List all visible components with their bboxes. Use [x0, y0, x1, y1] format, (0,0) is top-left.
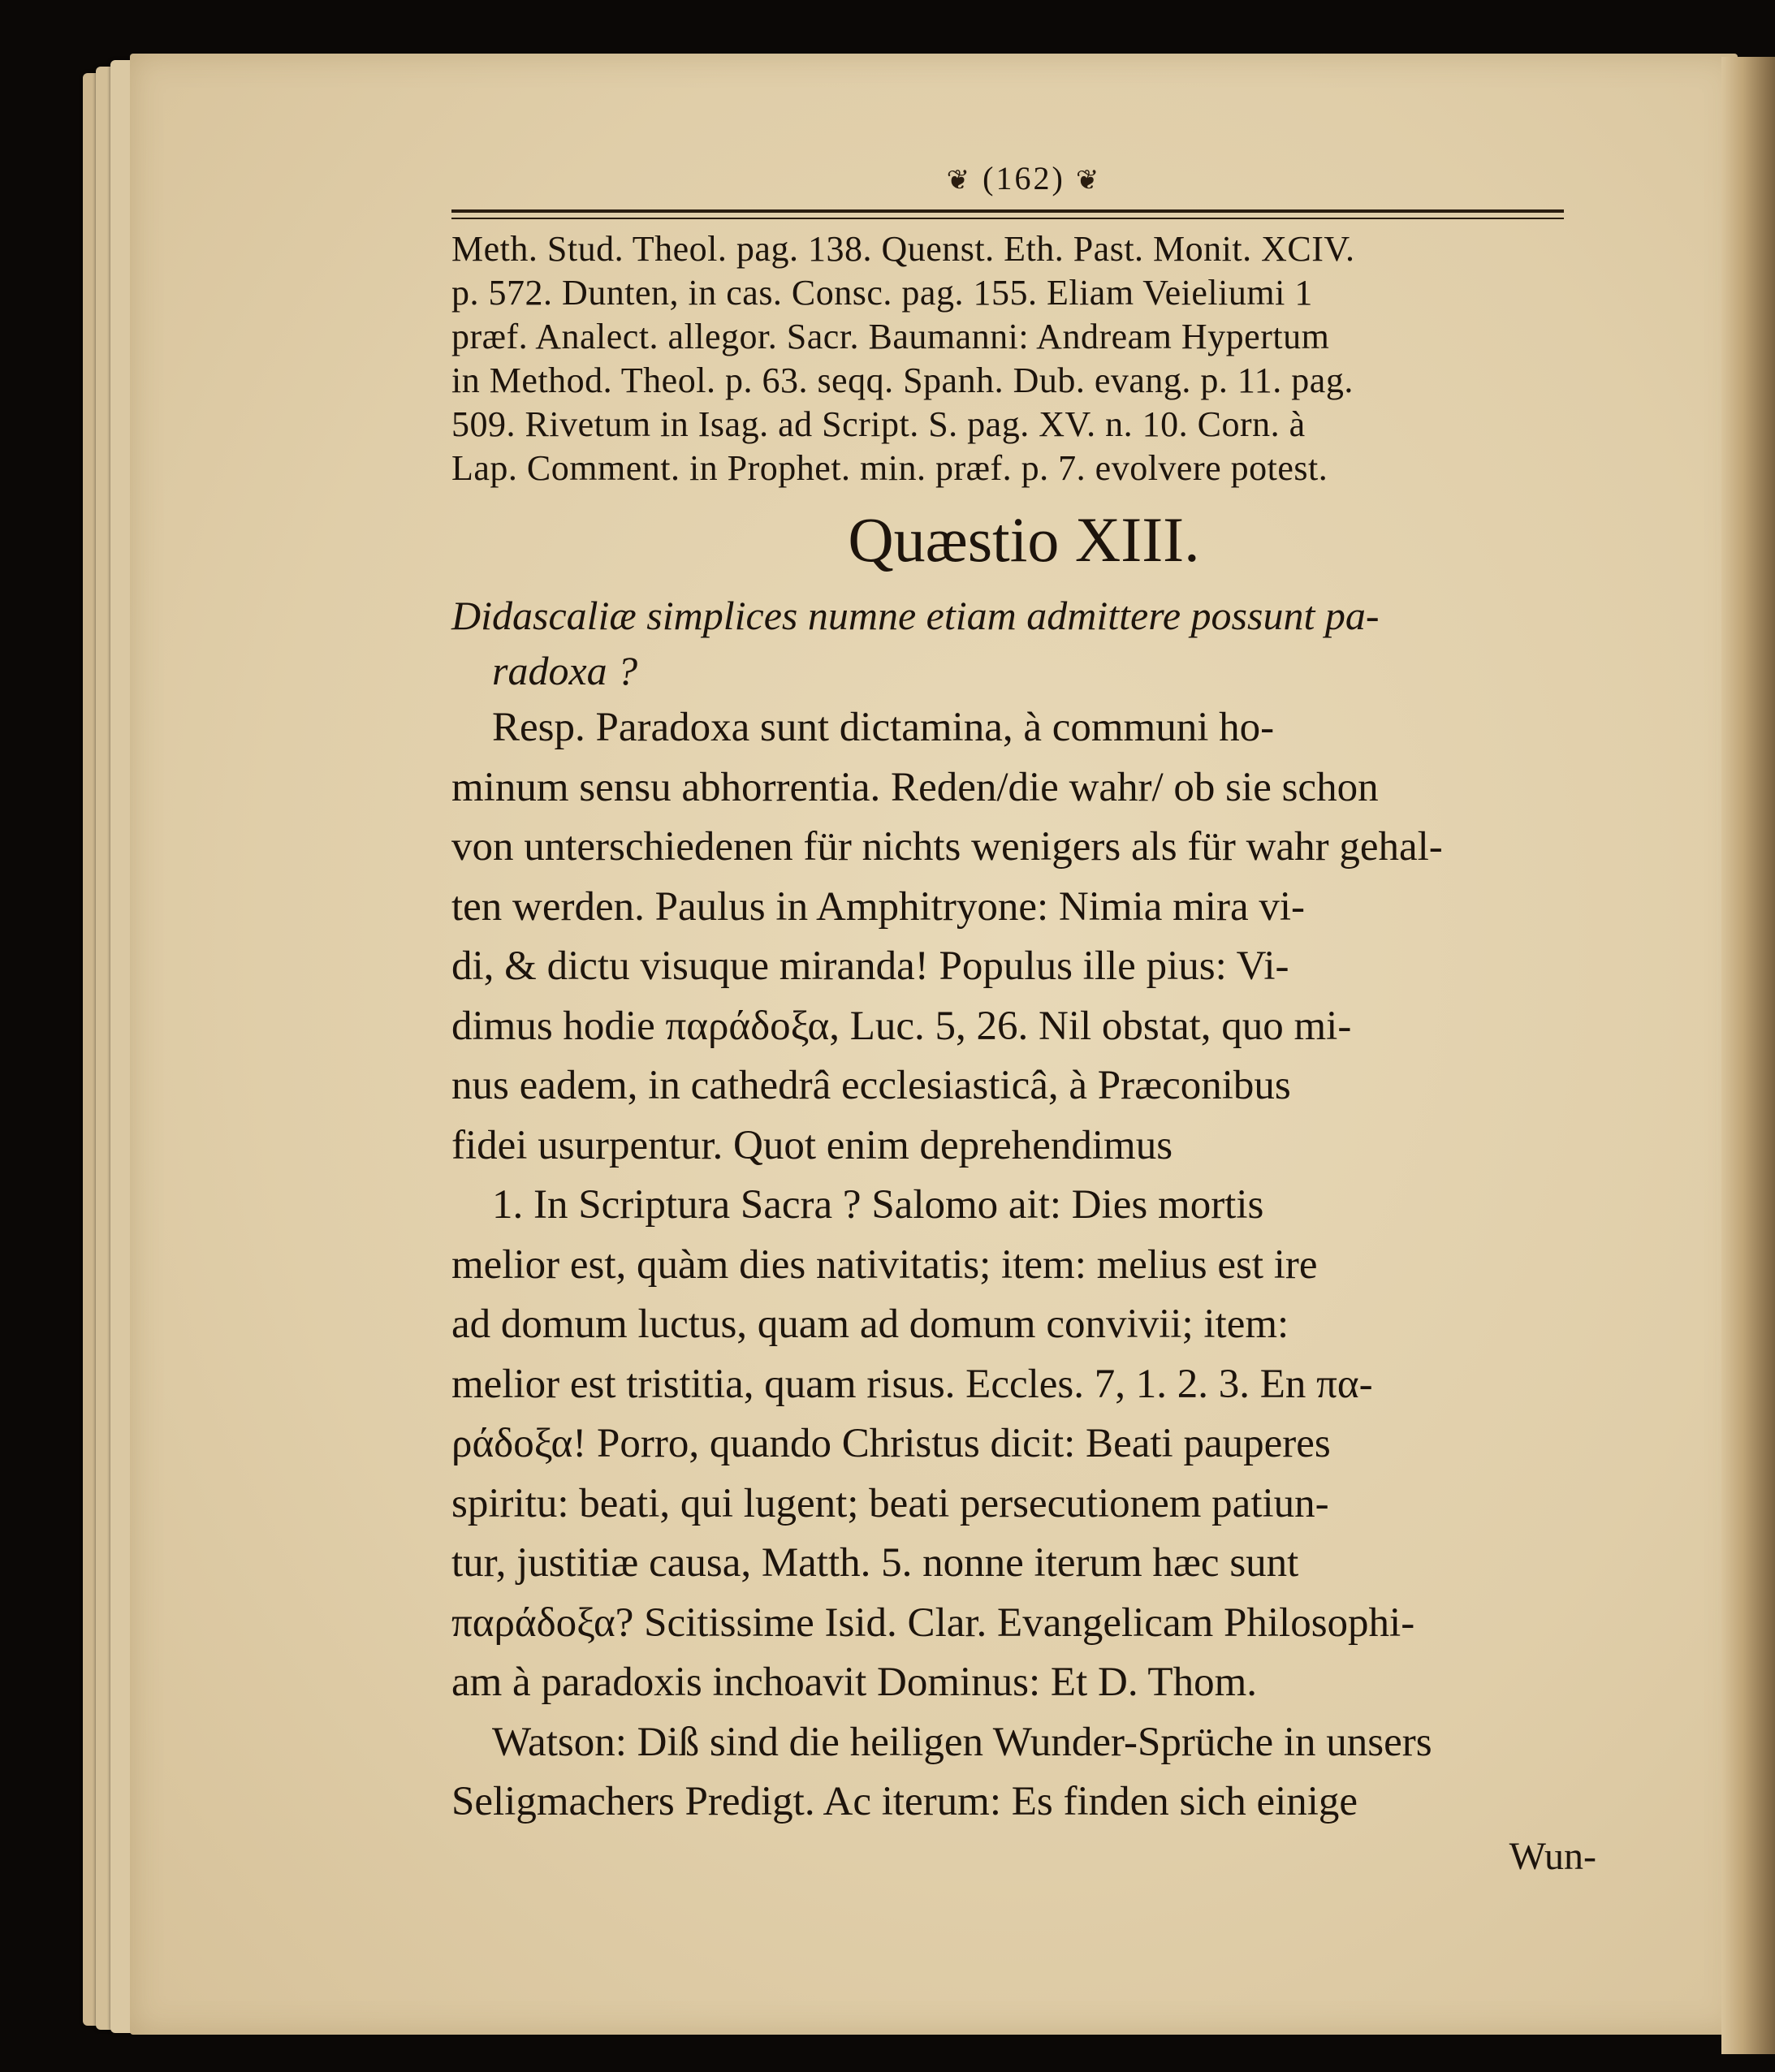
footnote-line: in Method. Theol. p. 63. seqq. Spanh. Dub. evang. p. 11. pag. — [451, 360, 1354, 400]
body-line: παράδοξα? Scitissime Isid. Clar. Evangelicam Philosophi- — [451, 1599, 1415, 1646]
footnote-line: p. 572. Dunten, in cas. Consc. pag. 155. Eliam Veieliumi 1 — [451, 273, 1313, 313]
body-line: Watson: Diß sind die heiligen Wunder-Sprüche in unsers — [492, 1719, 1432, 1765]
body-line: melior est, quàm dies nativitatis; item: melius est ire — [451, 1241, 1318, 1288]
footnote-line: præf. Analect. allegor. Sacr. Baumanni: Andream Hypertum — [451, 317, 1330, 356]
question-line: Didascaliæ simplices numne etiam admittere possunt pa- — [451, 593, 1380, 638]
ornament-left-icon: ❦ — [946, 166, 973, 196]
question-block — [451, 588, 1596, 698]
catchword: Wun- — [1509, 1834, 1596, 1878]
header-rule — [451, 209, 1564, 219]
footnote-line: 509. Rivetum in Isag. ad Script. S. pag. XV. n. 10. Corn. à — [451, 404, 1306, 444]
body-line: di, & dictu visuque miranda! Populus ille pius: Vi- — [451, 943, 1289, 989]
body-line: melior est tristitia, quam risus. Eccles. 7, 1. 2. 3. En πα- — [451, 1361, 1373, 1407]
ornament-right-icon: ❦ — [1075, 166, 1102, 196]
body-line: tur, justitiæ causa, Matth. 5. nonne iterum hæc sunt — [451, 1540, 1299, 1586]
body-line: Seligmachers Predigt. Ac iterum: Es finden sich einige — [451, 1779, 1358, 1824]
body-line: dimus hodie παράδοξα, Luc. 5, 26. Nil obstat, quo mi- — [451, 1003, 1352, 1049]
body-line: ράδοξα! Porro, quando Christus dicit: Beati pauperes — [451, 1421, 1331, 1466]
body-line: 1. In Scriptura Sacra ? Salomo ait: Dies mortis — [492, 1182, 1264, 1228]
body-line: ten werden. Paulus in Amphitryone: Nimia mira vi- — [451, 883, 1305, 930]
body-line: nus eadem, in cathedrâ ecclesiasticâ, à Præconibus — [451, 1063, 1291, 1108]
page-content — [451, 154, 1596, 1881]
body-line: fidei usurpentur. Quot enim deprehendimus — [451, 1122, 1173, 1168]
footnote-line: Lap. Comment. in Prophet. min. præf. p. 7. evolvere potest. — [451, 448, 1328, 488]
body-line: spiritu: beati, qui lugent; beati persecutionem patiun- — [451, 1480, 1329, 1526]
body-line: Resp. Paradoxa sunt dictamina, à communi ho- — [492, 705, 1275, 750]
footnote-block — [451, 227, 1596, 490]
body-text — [451, 698, 1596, 1832]
body-line: am à paradoxis inchoavit Dominus: Et D. Thom. — [451, 1660, 1257, 1705]
section-title: Quæstio XIII. — [848, 504, 1200, 575]
body-line: minum sensu abhorrentia. Reden/die wahr/ ob sie schon — [451, 764, 1379, 810]
question-line: radoxa ? — [492, 648, 638, 693]
page-number: (162) — [983, 160, 1065, 196]
book-gutter — [1721, 57, 1775, 2054]
footnote-line: Meth. Stud. Theol. pag. 138. Quenst. Eth. Past. Monit. XCIV. — [451, 229, 1355, 269]
page-header — [451, 154, 1596, 203]
body-line: von unterschiedenen für nichts wenigers als für wahr gehal- — [451, 824, 1443, 870]
body-line: ad domum luctus, quam ad domum convivii; item: — [451, 1301, 1289, 1347]
